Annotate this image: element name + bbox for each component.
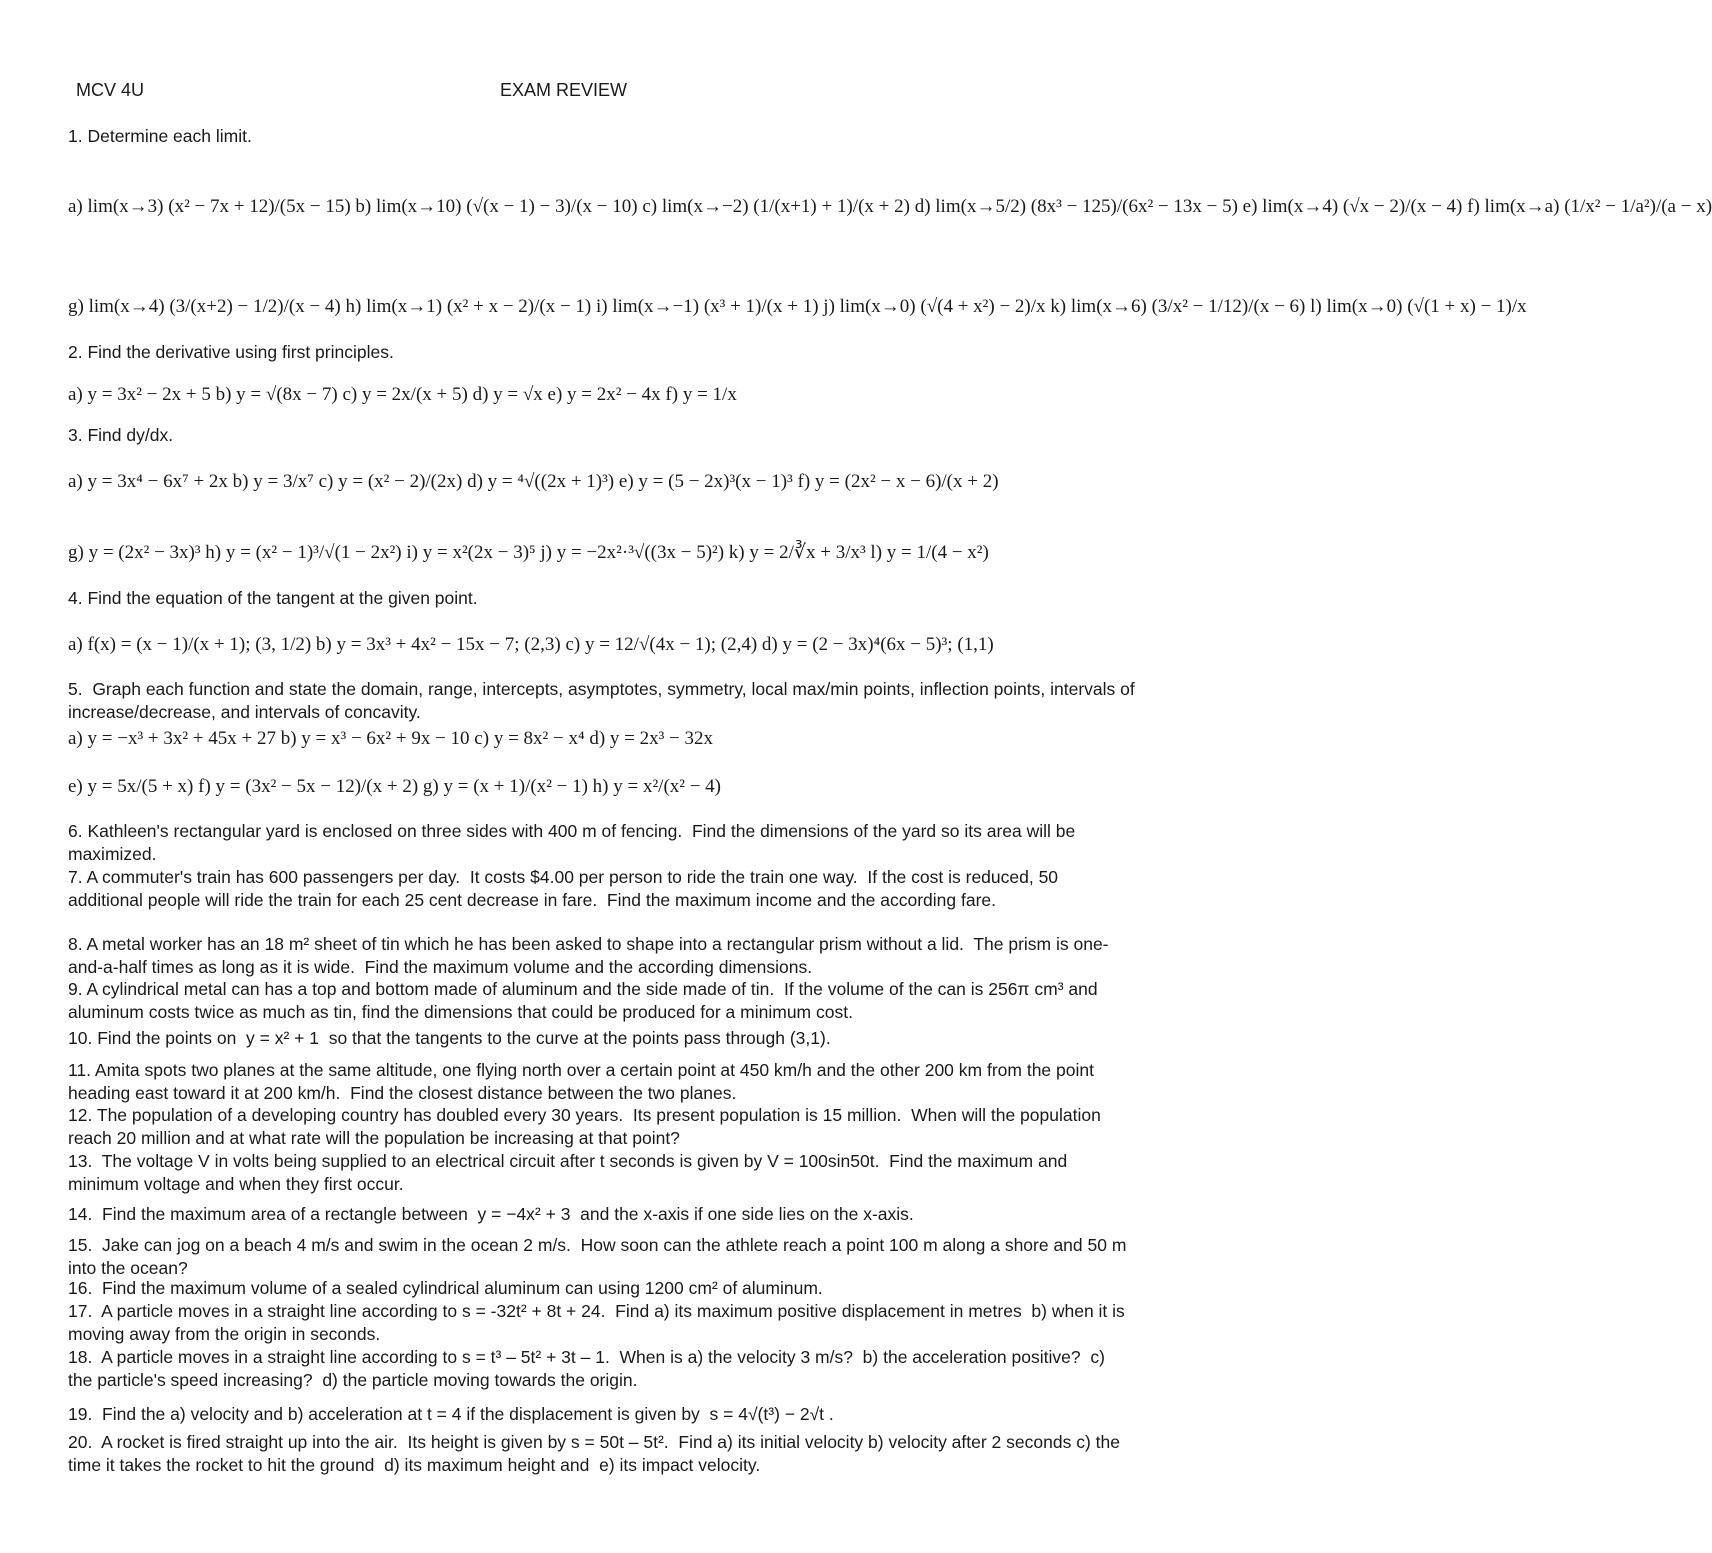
question-4-row: a) f(x) = (x − 1)/(x + 1); (3, 1/2) b) y = 3x³ + 4x² − 15x − 7; (2,3) c) y = 12/√(4x − 1); (2,4) d) y = (2 − 3x)⁴(6x − 5)³; (1,1) bbox=[68, 634, 994, 655]
question-12: 12. The population of a developing country has doubled every 30 years. Its present population is 15 million. When will the population reach 20 million and at what rate will the population be increasing at that point? bbox=[68, 1105, 1106, 1148]
question-11: 11. Amita spots two planes at the same altitude, one flying north over a certain point at 450 km/h and the other 200 km from the point heading east toward it at 200 km/h. Find the closest distance between the two planes. bbox=[68, 1060, 1099, 1103]
question-6: 6. Kathleen's rectangular yard is enclosed on three sides with 400 m of fencing. Find the dimensions of the yard so its area will be maximized. bbox=[68, 821, 1081, 864]
question-2-prompt: 2. Find the derivative using first principles. bbox=[68, 342, 394, 362]
question-16: 16. Find the maximum volume of a sealed cylindrical aluminum can using 1200 cm² of aluminum. bbox=[68, 1278, 823, 1298]
question-13: 13. The voltage V in volts being supplied to an electrical circuit after t seconds is given by V = 100sin50t. Find the maximum and minimum voltage and when they first occur. bbox=[68, 1151, 1073, 1194]
question-7: 7. A commuter's train has 600 passengers per day. It costs $4.00 per person to ride the train one way. If the cost is reduced, 50 additional people will ride the train for each 25 cent decrease in fare. Find the maximum income and the according fare. bbox=[68, 867, 1063, 910]
question-1-prompt: 1. Determine each limit. bbox=[68, 126, 252, 146]
page-title: EXAM REVIEW bbox=[500, 80, 628, 100]
question-3-prompt: 3. Find dy/dx. bbox=[68, 425, 174, 445]
question-5-row-2: e) y = 5x/(5 + x) f) y = (3x² − 5x − 12)/(x + 2) g) y = (x + 1)/(x² − 1) h) y = x²/(x² − 4) bbox=[68, 776, 722, 797]
course-code: MCV 4U bbox=[76, 80, 145, 100]
question-18: 18. A particle moves in a straight line according to s = t³ – 5t² + 3t – 1. When is a) the velocity 3 m/s? b) the acceleration positive? c) the particle's speed increasing? d) the particle moving towards the origin. bbox=[68, 1347, 1115, 1390]
question-3-row-1: a) y = 3x⁴ − 6x⁷ + 2x b) y = 3/x⁷ c) y = (x² − 2)/(2x) d) y = ⁴√((2x + 1)³) e) y = (5 − 2x)³(x − 1)³ f) y = (2x² − x − 6)/(x + 2) bbox=[68, 471, 999, 492]
question-5-row-1: a) y = −x³ + 3x² + 45x + 27 b) y = x³ − 6x² + 9x − 10 c) y = 8x² − x⁴ d) y = 2x³ − 32x bbox=[68, 728, 714, 749]
question-4-prompt: 4. Find the equation of the tangent at the given point. bbox=[68, 588, 478, 608]
question-15: 15. Jake can jog on a beach 4 m/s and swim in the ocean 2 m/s. How soon can the athlete reach a point 100 m along a shore and 50 m into the ocean? bbox=[68, 1235, 1132, 1278]
question-17: 17. A particle moves in a straight line according to s = -32t² + 8t + 24. Find a) its maximum positive displacement in metres b) when it is moving away from the origin in seconds. bbox=[68, 1301, 1130, 1344]
question-14: 14. Find the maximum area of a rectangle between y = −4x² + 3 and the x-axis if one side lies on the x-axis. bbox=[68, 1204, 914, 1224]
question-20: 20. A rocket is fired straight up into the air. Its height is given by s = 50t – 5t². Find a) its initial velocity b) velocity after 2 seconds c) the time it takes the rocket to hit the ground d) its maximum height and e) its impact velocity. bbox=[68, 1432, 1125, 1475]
question-2-row: a) y = 3x² − 2x + 5 b) y = √(8x − 7) c) y = 2x/(x + 5) d) y = √x e) y = 2x² − 4x f) y = 1/x bbox=[68, 384, 737, 405]
question-8: 8. A metal worker has an 18 m² sheet of tin which he has been asked to shape into a rectangular prism without a lid. The prism is one-and-a-half times as long as it is wide. Find the maximum volume and the according dimensions. bbox=[68, 934, 1109, 977]
question-5-prompt: 5. Graph each function and state the domain, range, intercepts, asymptotes, symmetry, local max/min points, inflection points, intervals of increase/decrease, and intervals of concavity. bbox=[68, 679, 1140, 722]
question-10: 10. Find the points on y = x² + 1 so that the tangents to the curve at the points pass through (3,1). bbox=[68, 1028, 831, 1048]
question-1-row-2: g) lim(x→4) (3/(x+2) − 1/2)/(x − 4) h) lim(x→1) (x² + x − 2)/(x − 1) i) lim(x→−1) (x³ + 1)/(x + 1) j) lim(x→0) (√(4 + x²) − 2)/x k) lim(x→6) (3/x² − 1/12)/(x − 6) l) lim(x→0) (√(1 + x) − 1)/x bbox=[68, 296, 1527, 317]
question-1-row-1: a) lim(x→3) (x² − 7x + 12)/(5x − 15) b) lim(x→10) (√(x − 1) − 3)/(x − 10) c) lim(x→−2) (1/(x+1) + 1)/(x + 2) d) lim(x→5/2) (8x³ − 125)/(6x² − 13x − 5) e) lim(x→4) (√x − 2)/(x − 4) f) lim(x→a) (1/x² − 1/a²)/(a − x) bbox=[68, 196, 1712, 217]
question-3-row-2: g) y = (2x² − 3x)³ h) y = (x² − 1)³/√(1 − 2x²) i) y = x²(2x − 3)⁵ j) y = −2x²·³√((3x − 5)²) k) y = 2/∛x + 3/x³ l) y = 1/(4 − x²) bbox=[68, 542, 989, 563]
question-19: 19. Find the a) velocity and b) acceleration at t = 4 if the displacement is given by s = 4√(t³) − 2√t . bbox=[68, 1404, 834, 1424]
question-9: 9. A cylindrical metal can has a top and bottom made of aluminum and the side made of tin. If the volume of the can is 256π cm³ and aluminum costs twice as much as tin, find the dimensions that could be produced for a minimum cost. bbox=[68, 979, 1103, 1022]
